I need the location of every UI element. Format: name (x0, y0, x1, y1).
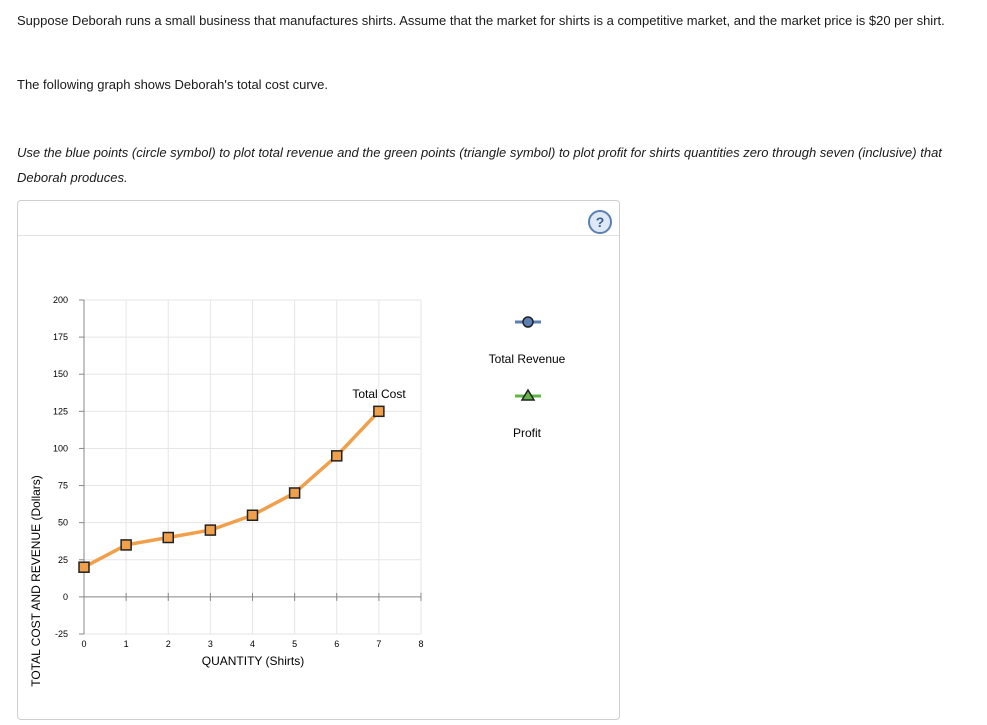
y-tick-label: 0 (62, 591, 68, 602)
x-tick-label: 5 (292, 639, 298, 649)
x-axis-label: QUANTITY (Shirts) (201, 654, 305, 668)
total-cost-point (121, 540, 131, 550)
total-cost-point (290, 488, 300, 498)
x-tick-label: 0 (81, 639, 87, 649)
y-tick-label: 175 (52, 332, 68, 343)
graph-canvas[interactable] (18, 201, 621, 721)
legend-profit-tool[interactable] (513, 390, 542, 440)
grid (84, 300, 421, 634)
y-tick-label: 125 (52, 406, 68, 417)
x-tick-label: 7 (376, 639, 382, 649)
x-tick-label: 8 (418, 639, 424, 649)
total-cost-point (248, 510, 258, 520)
circle-icon (523, 317, 533, 327)
instructions: Use the blue points (circle symbol) to plot total revenue and the green points (triangle symbol) to plot profit for shirts quantities zero through seven (inclusive) that Deborah produces. (17, 145, 942, 185)
y-tick-label: 200 (52, 295, 68, 305)
x-tick-label: 6 (334, 639, 340, 649)
legend-total-revenue-tool[interactable] (489, 317, 566, 366)
total-cost-point (332, 451, 342, 461)
y-tick-label: 50 (57, 517, 68, 528)
help-button[interactable]: ? (588, 210, 612, 234)
y-axis-label: TOTAL COST AND REVENUE (Dollars) (29, 475, 43, 687)
total-cost-point (163, 533, 173, 543)
y-tick-label: 75 (57, 480, 68, 491)
tick-labels (53, 295, 424, 649)
axes (79, 300, 421, 634)
total-cost-point (374, 406, 384, 416)
total-cost-point (205, 525, 215, 535)
x-tick-label: 4 (249, 639, 256, 649)
x-tick-label: 1 (123, 639, 129, 649)
legend-total-revenue-label: Total Revenue (488, 352, 566, 366)
graph-panel (17, 200, 620, 720)
total-cost-series (79, 406, 384, 572)
total-cost-label: Total Cost (352, 387, 406, 401)
total-cost-point (79, 562, 89, 572)
legend-profit-label: Profit (512, 426, 542, 440)
y-tick-label: 100 (52, 443, 68, 454)
x-tick-label: 3 (207, 639, 213, 649)
y-tick-label: 150 (52, 369, 68, 380)
graph-note: The following graph shows Deborah's total cost curve. (17, 77, 329, 92)
y-tick-label: 25 (57, 554, 68, 565)
y-tick-label: -25 (54, 629, 68, 639)
question-intro: Suppose Deborah runs a small business that manufactures shirts. Assume that the market for shirts is a competitive market, and the market price is $20 per shirt. (17, 13, 945, 28)
x-tick-label: 2 (165, 639, 171, 649)
